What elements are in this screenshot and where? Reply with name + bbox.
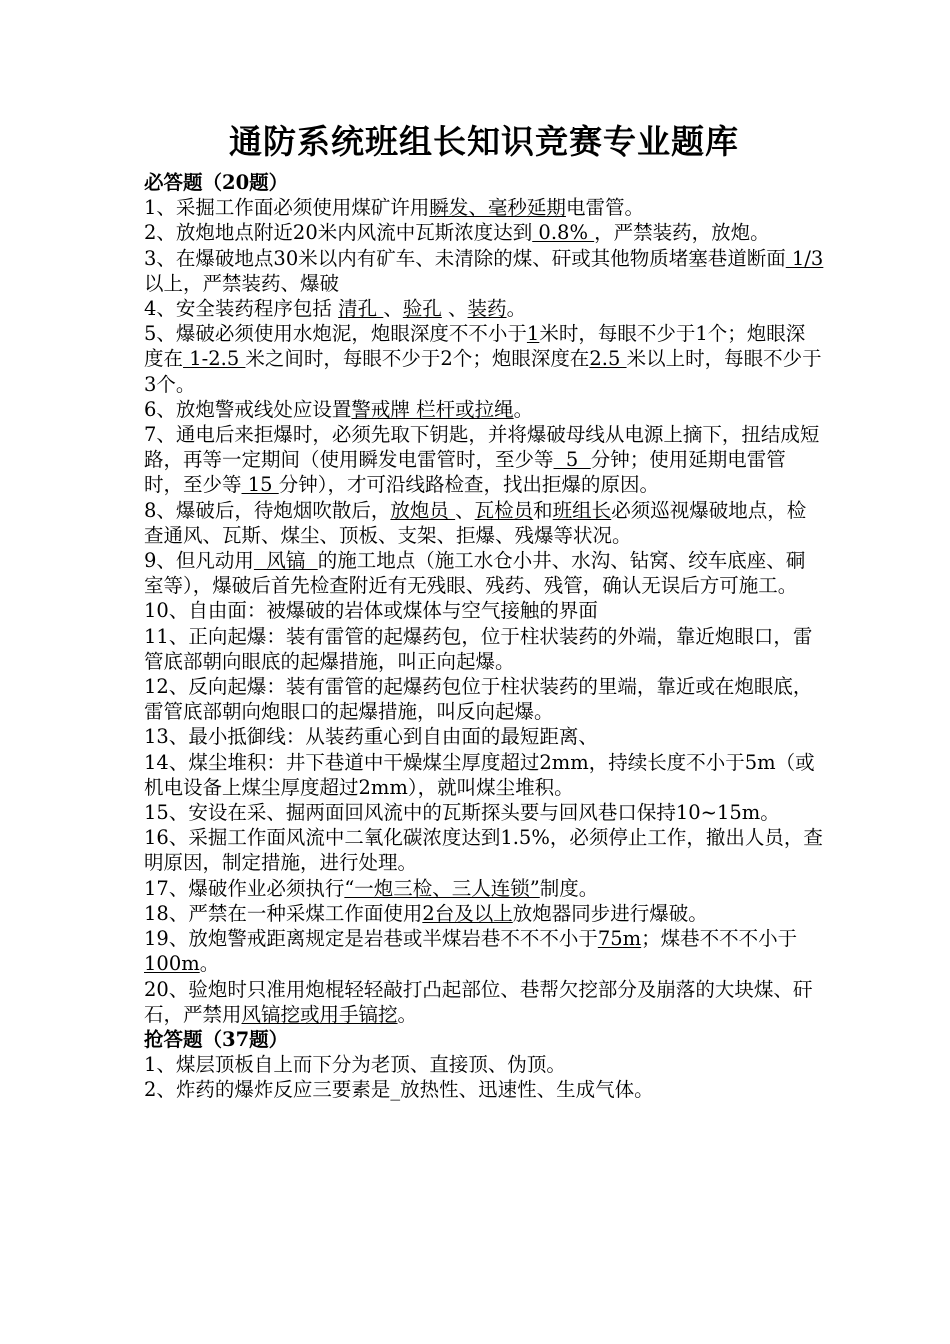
answer-blank: 风镐 [253, 549, 318, 573]
answer-blank: “一炮三检、三人连锁” [344, 876, 540, 900]
question-11: 11、正向起爆：装有雷管的起爆药包，位于柱状装药的外端，靠近炮眼口，雷管底部朝向眼底的起爆措施，叫正向起爆。 [144, 624, 813, 673]
answer-blank: 瓦检员 [474, 498, 534, 522]
question-9: 9、但凡动用 风镐 的施工地点（施工水仓小井、水沟、钻窝、绞车底座、硐室等），爆破后首先检查附近有无残眼、残药、残管，确认无误后方可施工。 [144, 549, 806, 598]
quick-question-1: 1、煤层顶板自上而下分为老顶、直接顶、伪顶。 [144, 1053, 566, 1077]
answer-blank: 15 [241, 473, 279, 497]
answer-blank: 警戒牌 栏杆或拉绳 [351, 397, 514, 421]
answer-blank: 0.8% [532, 221, 595, 245]
answer-blank: 放炮员 [390, 498, 456, 522]
document-page [144, 120, 824, 1103]
answer-blank: 装药 [467, 297, 507, 321]
question-15: 15、安设在采、掘两面回风流中的瓦斯探头要与回风巷口保持10~15m。 [144, 801, 780, 825]
answer-blank: 风镐挖或用手镐挖 [241, 1002, 398, 1026]
question-3: 3、在爆破地点30米以内有矿车、未清除的煤、矸或其他物质堵塞巷道断面 1/3 以上，严禁装药、爆破 [144, 246, 824, 295]
question-7: 7、通电后来拒爆时，必须先取下钥匙，并将爆破母线从电源上摘下，扭结成短路，再等一定期间（使用瞬发电雷管时，至少等 5 分钟；使用延期电雷管时，至少等 15 分钟），才可沿线路检查，找出拒爆的原因。 [144, 423, 820, 497]
document-title: 通防系统班组长知识竞赛专业题库 [229, 122, 739, 161]
question-6: 6、放炮警戒线处应设置警戒牌 栏杆或拉绳。 [144, 397, 534, 421]
answer-blank: 5 [553, 448, 591, 472]
answer-blank: 清孔 [338, 297, 384, 321]
answer-blank: 2台及以上 [422, 901, 513, 925]
question-18: 18、严禁在一种采煤工作面使用2台及以上放炮器同步进行爆破。 [144, 901, 708, 925]
answer-blank: 瞬发、毫秒延期 [429, 196, 566, 220]
question-13: 13、最小抵御线：从装药重心到自由面的最短距离、 [144, 725, 598, 749]
answer-blank: 1/3 [785, 246, 824, 270]
question-5: 5、爆破必须使用水炮泥，炮眼深度不不小于1米时，每眼不少于1个；炮眼深度在 1-2.5 米之间时，每眼不少于2个；炮眼深度在2.5 米以上时，每眼不少于3个。 [144, 322, 822, 396]
question-20: 20、验炮时只准用炮棍轻轻敲打凸起部位、巷帮欠挖部分及崩落的大块煤、矸石，严禁用风镐挖或用手镐挖。 [144, 977, 813, 1026]
question-14: 14、煤尘堆积：井下巷道中干燥煤尘厚度超过2mm，持续长度不小于5m（或机电设备上煤尘厚度超过2mm），就叫煤尘堆积。 [144, 750, 815, 799]
answer-blank: 1-2.5 [183, 347, 246, 371]
answer-blank: 验孔 [402, 297, 442, 321]
question-1: 1、采掘工作面必须使用煤矿许用瞬发、毫秒延期电雷管。 [144, 196, 644, 220]
answer-blank: 2.5 [589, 347, 627, 371]
answer-blank: 100m [144, 952, 200, 976]
question-19: 19、放炮警戒距离规定是岩巷或半煤岩巷不不不小于75m；煤巷不不不小于100m。 [144, 927, 798, 976]
section-heading-required: 必答题（20题） [144, 171, 289, 194]
answer-blank: 1 [526, 322, 540, 346]
question-2: 2、放炮地点附近20米内风流中瓦斯浓度达到 0.8% ，严禁装药，放炮。 [144, 221, 770, 245]
question-8: 8、爆破后，待炮烟吹散后，放炮员 、瓦检员和班组长必须巡视爆破地点，检查通风、瓦斯、煤尘、顶板、支架、拒爆、残爆等状况。 [144, 498, 807, 547]
question-12: 12、反向起爆：装有雷管的起爆药包位于柱状装药的里端，靠近或在炮眼底，雷管底部朝向炮眼口的起爆措施，叫反向起爆。 [144, 675, 813, 724]
quick-question-2: 2、炸药的爆炸反应三要素是_放热性、迅速性、生成气体。 [144, 1078, 654, 1102]
question-10: 10、自由面：被爆破的岩体或煤体与空气接触的界面 [144, 599, 598, 623]
question-16: 16、采掘工作面风流中二氧化碳浓度达到1.5%，必须停止工作，撤出人员，查明原因，制定措施，进行处理。 [144, 826, 823, 875]
section-heading-quick-answer: 抢答题（37题） [144, 1027, 289, 1051]
question-17: 17、爆破作业必须执行“一炮三检、三人连锁”制度。 [144, 876, 599, 900]
question-4: 4、安全装药程序包括 清孔 、验孔 、装药。 [144, 297, 527, 321]
answer-blank: 班组长 [552, 498, 612, 522]
answer-blank: 75m [597, 927, 642, 951]
